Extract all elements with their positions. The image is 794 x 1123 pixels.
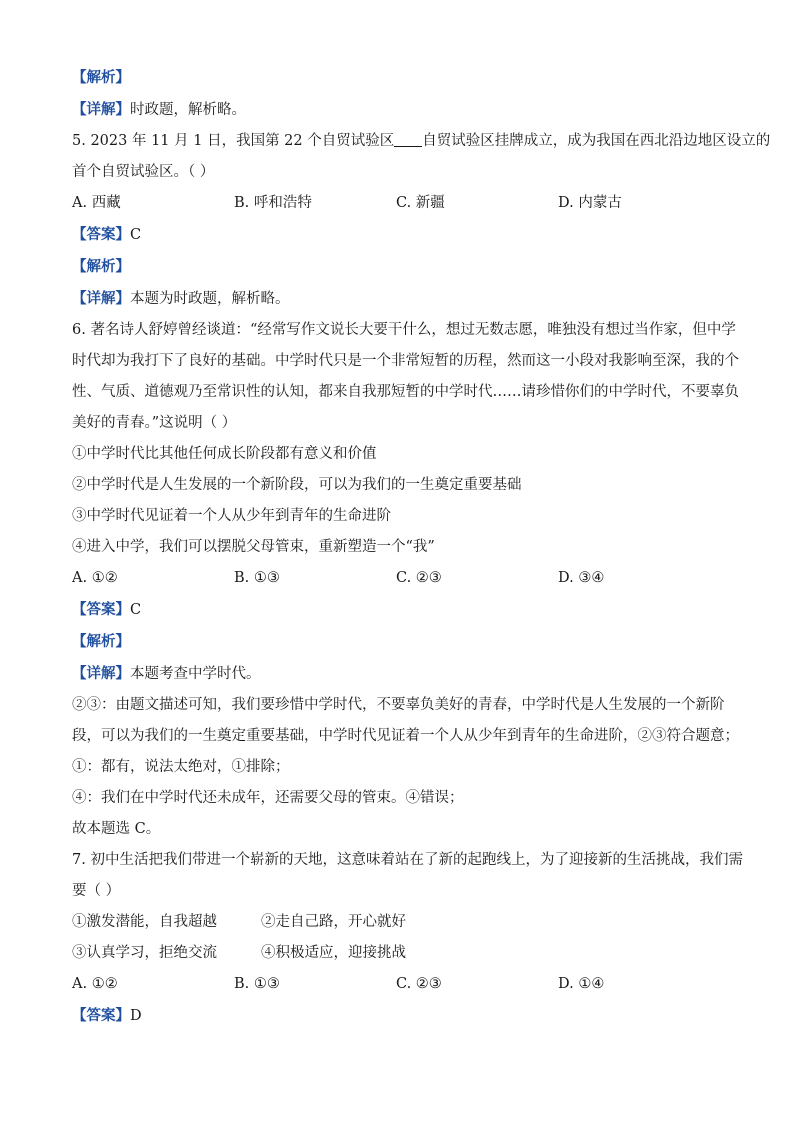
- q6-explain-line-2: 段，可以为我们的一生奠定重要基础，中学时代见证着一个人从少年到青年的生命进阶，②③符合题意；: [72, 728, 739, 744]
- option-c: C. ②③: [396, 570, 442, 586]
- q6-statement-4: ④进入中学，我们可以摆脱父母管束，重新塑造一个“我”: [72, 539, 435, 555]
- q6-stem-line-4: 美好的青春。”这说明（ ）: [72, 415, 237, 431]
- option-c: C. 新疆: [396, 195, 445, 211]
- q6-explain-line-5: 故本题选 C。: [72, 821, 161, 837]
- q7-statements-row-1: [72, 907, 732, 938]
- q6-explain-line-3: ①：都有，说法太绝对，①排除；: [72, 759, 290, 775]
- detail-text: 本题考查中学时代。: [130, 666, 261, 682]
- analysis-tag: 【解析】: [72, 633, 130, 650]
- option-a: A. ①②: [72, 976, 118, 992]
- q4-analysis-line: [72, 62, 732, 94]
- option-b: B. ①③: [234, 570, 280, 586]
- q6-options: [72, 563, 732, 594]
- q5-stem-line-1: 5. 2023 年 11 月 1 日，我国第 22 个自贸试验区 自贸试验区挂牌成立，成为我国在西北沿边地区设立的: [72, 133, 771, 149]
- option-a: A. 西藏: [72, 195, 121, 211]
- q7-statement-2: ②走自己路，开心就好: [261, 914, 406, 930]
- q5-stem-line-2: 首个自贸试验区。（ ）: [72, 164, 215, 180]
- option-c: C. ②③: [396, 976, 442, 992]
- option-a: A. ①②: [72, 570, 118, 586]
- q7-statement-1: ①激发潜能，自我超越: [72, 914, 217, 930]
- option-b: B. ①③: [234, 976, 280, 992]
- q7-stem-line-1: 7. 初中生活把我们带进一个崭新的天地，这意味着站在了新的起跑线上，为了迎接新的生活挑战，我们需: [72, 852, 743, 868]
- detail-text: 本题为时政题，解析略。: [130, 291, 290, 307]
- option-b: B. 呼和浩特: [234, 195, 312, 211]
- answer-tag: 【答案】: [72, 1007, 130, 1024]
- q6-stem-line-1: 6. 著名诗人舒婷曾经谈道：“经常写作文说长大要干什么，想过无数志愿，唯独没有想过当作家，但中学: [72, 322, 736, 338]
- detail-tag: 【详解】: [72, 665, 130, 682]
- q7-statements-row-2: [72, 938, 732, 969]
- option-d: D. 内蒙古: [558, 195, 622, 211]
- q5-options: [72, 188, 732, 219]
- q6-stem-line-3: 性、气质、道德观乃至常识性的认知，都来自我那短暂的中学时代……请珍惜你们的中学时代，不要辜负: [72, 384, 739, 400]
- q4-detail-line: [72, 94, 732, 126]
- q6-explain-line-4: ④：我们在中学时代还未成年，还需要父母的管束。④错误；: [72, 790, 464, 806]
- q5-answer-line: [72, 219, 732, 251]
- q7-options: [72, 969, 732, 1000]
- fill-blank: [394, 132, 422, 147]
- q6-statement-3: ③中学时代见证着一个人从少年到青年的生命进阶: [72, 508, 391, 524]
- detail-tag: 【详解】: [72, 290, 130, 307]
- q6-statement-1: ①中学时代比其他任何成长阶段都有意义和价值: [72, 446, 377, 462]
- q6-detail-line: [72, 658, 732, 690]
- q6-analysis-line: [72, 626, 732, 658]
- q7-statement-4: ④积极适应，迎接挑战: [261, 945, 406, 961]
- analysis-tag: 【解析】: [72, 69, 130, 86]
- q6-answer-line: [72, 594, 732, 626]
- q7-statement-3: ③认真学习，拒绝交流: [72, 945, 217, 961]
- q5-analysis-line: [72, 251, 732, 283]
- detail-tag: 【详解】: [72, 101, 130, 118]
- answer-tag: 【答案】: [72, 601, 130, 618]
- option-d: D. ①④: [558, 976, 605, 992]
- answer-value: C: [130, 602, 142, 618]
- analysis-tag: 【解析】: [72, 258, 130, 275]
- answer-value: C: [130, 227, 142, 243]
- document-page: [72, 62, 771, 1032]
- q6-explain-line-1: ②③：由题文描述可知，我们要珍惜中学时代，不要辜负美好的青春，中学时代是人生发展的一个新阶: [72, 697, 725, 713]
- q7-stem-line-2: 要（ ）: [72, 883, 121, 899]
- answer-tag: 【答案】: [72, 226, 130, 243]
- q5-detail-line: [72, 283, 732, 315]
- detail-text: 时政题，解析略。: [130, 102, 246, 118]
- q7-answer-line: [72, 1000, 732, 1032]
- answer-value: D: [130, 1008, 142, 1024]
- q6-statement-2: ②中学时代是人生发展的一个新阶段，可以为我们的一生奠定重要基础: [72, 477, 522, 493]
- option-d: D. ③④: [558, 570, 605, 586]
- q6-stem-line-2: 时代却为我打下了良好的基础。中学时代只是一个非常短暂的历程，然而这一小段对我影响至深，我的个: [72, 353, 739, 369]
